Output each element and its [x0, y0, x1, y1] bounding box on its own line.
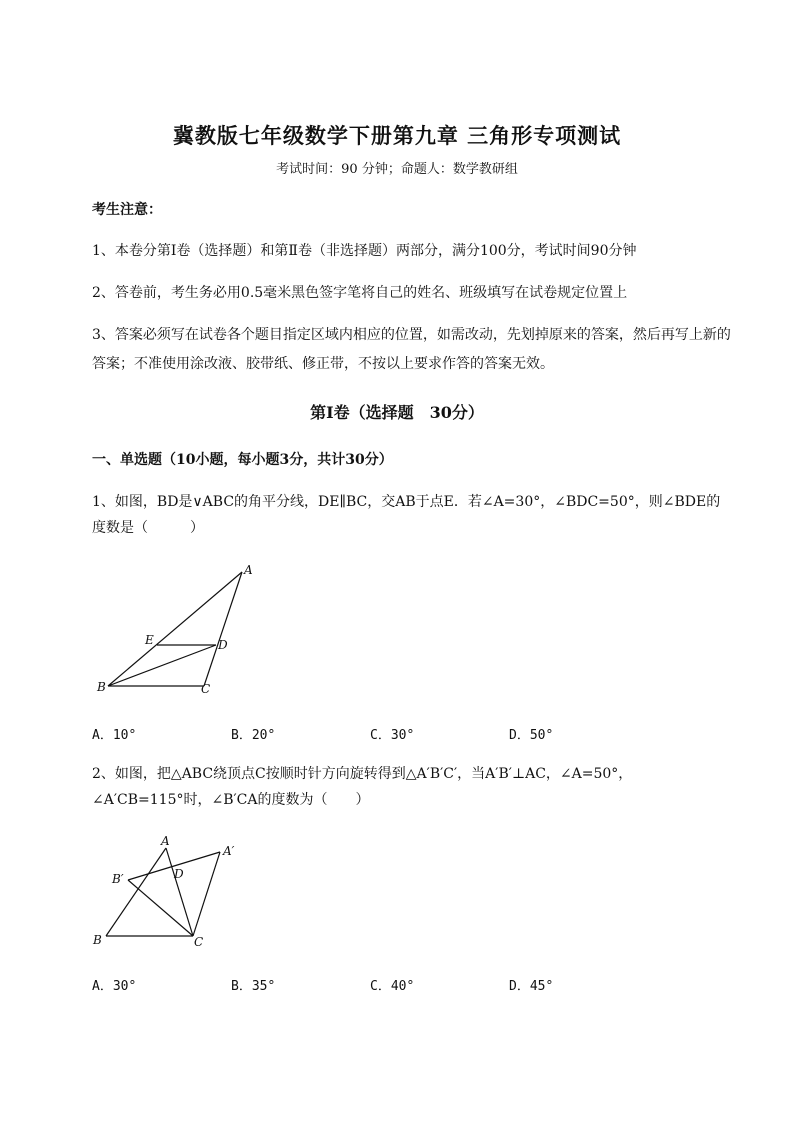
question-1-line2: 度数是（ ） [92, 520, 204, 536]
question-number: 1、 [92, 494, 115, 510]
label-A: A [244, 563, 253, 577]
label-A: A [161, 834, 170, 848]
q2-option-a[interactable]: A．30° [92, 979, 137, 994]
q1-option-d[interactable]: D．50° [509, 728, 554, 743]
rotation-figure-2 [88, 830, 258, 955]
question-text: 如图，把△ABC绕顶点C按顺时针方向旋转得到△A′B′C′，当A′B′⊥AC，∠A=50°， [114, 766, 633, 782]
label-B-prime: B′ [112, 872, 124, 886]
triangle-figure-1 [90, 560, 270, 700]
label-D: D [218, 638, 228, 652]
q2-option-b[interactable]: B．35° [231, 979, 276, 994]
q1-option-c[interactable]: C．30° [370, 728, 415, 743]
label-C: C [194, 935, 204, 949]
label-E: E [145, 633, 154, 647]
q2-option-c[interactable]: C．40° [370, 979, 415, 994]
q1-option-a[interactable]: A．10° [92, 728, 137, 743]
q1-option-b[interactable]: B．20° [231, 728, 276, 743]
question-2 [92, 760, 732, 789]
question-text: 如图，BD是∨ABC的角平分线，DE∥BC，交AB于点E．若∠A=30°，∠BDC=50°，则∠BDE的 [114, 494, 721, 510]
part-title: 一、单选题（10小题，每小题3分，共计30分） [92, 452, 393, 468]
label-B: B [93, 933, 102, 947]
notice-item-2: 2、答卷前，考生务必用0.5毫米黑色签字笔将自己的姓名、班级填写在试卷规定位置上 [92, 285, 628, 301]
notice-item-3: 3、答案必须写在试卷各个题目指定区域内相应的位置，如需改动，先划掉原来的答案，然后再写上新的答案；不准使用涂改液、胶带纸、修正带，不按以上要求作答的答案无效。 [92, 327, 731, 372]
label-D: D [174, 867, 184, 881]
question-1 [92, 488, 732, 517]
notice-item-1: 1、本卷分第Ⅰ卷（选择题）和第Ⅱ卷（非选择题）两部分，满分100分，考试时间90分钟 [92, 243, 637, 259]
page-title: 冀教版七年级数学下册第九章 三角形专项测试 [172, 123, 622, 148]
label-C: C [201, 682, 211, 696]
question-2-line2: ∠A′CB=115°时，∠B′CA的度数为（ ） [92, 792, 370, 808]
section-title: 第Ⅰ卷（选择题 30分） [310, 403, 484, 422]
label-B: B [97, 680, 106, 694]
q2-option-d[interactable]: D．45° [509, 979, 554, 994]
notice-heading: 考生注意： [92, 202, 162, 218]
label-A-prime: A′ [223, 844, 235, 858]
exam-info: 考试时间：90 分钟；命题人：数学教研组 [276, 162, 518, 177]
question-number: 2、 [92, 766, 115, 782]
